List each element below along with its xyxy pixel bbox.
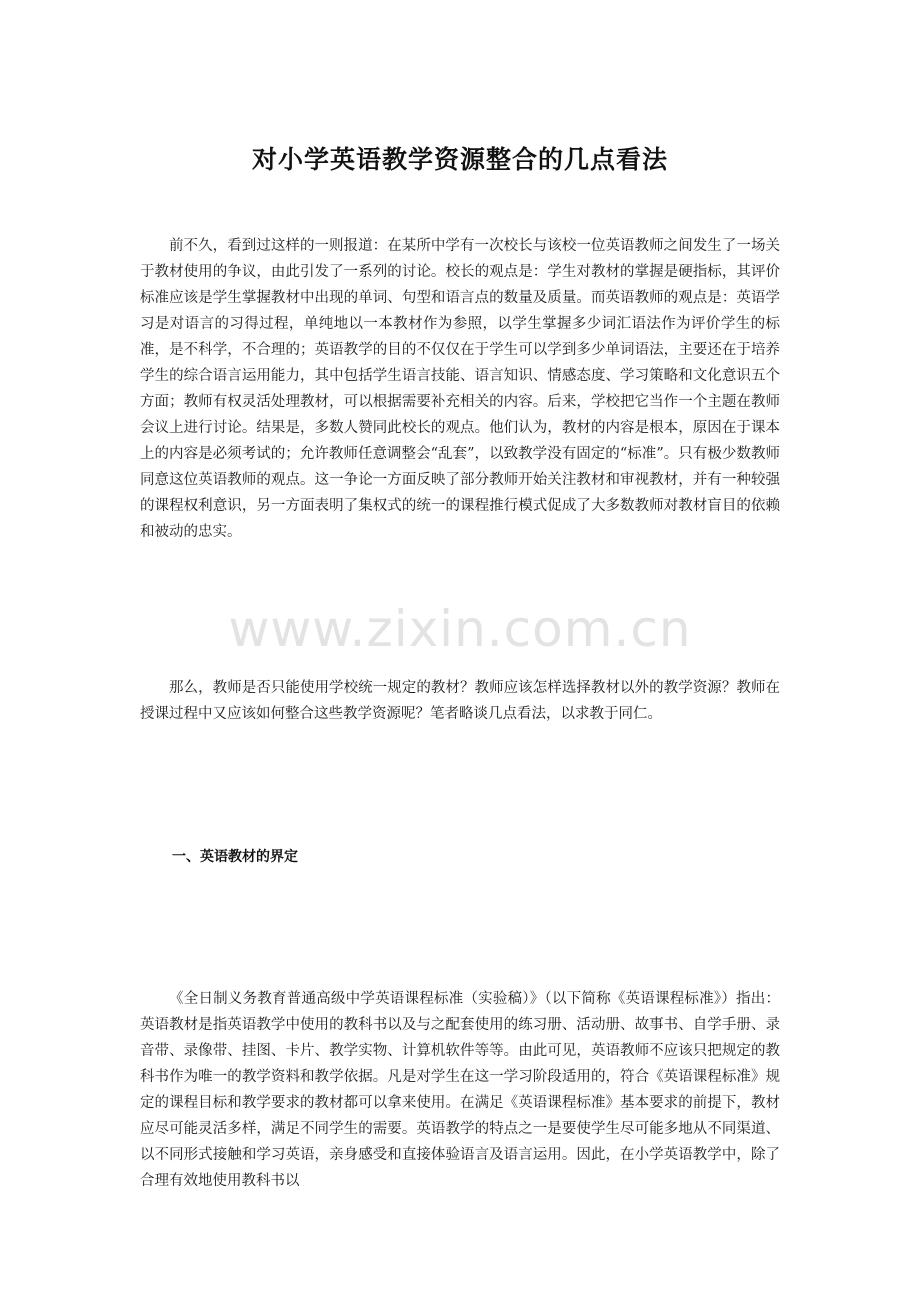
- paragraph-questions: 那么，教师是否只能使用学校统一规定的教材？教师应该怎样选择教材以外的教学资源？教师在授课过程中又应该如何整合这些教学资源呢？笔者略谈几点看法，以求教于同仁。: [140, 680, 780, 722]
- watermark: www.zixin.com.cn: [228, 600, 692, 658]
- paragraph-definition: 《全日制义务教育普通高级中学英语课程标准（实验稿）》（以下简称《英语课程标准》）指出：英语教材是指英语教学中使用的教科书以及与之配套使用的练习册、活动册、故事书、自学手册、录音带、录像带、挂图、卡片、教学实物、计算机软件等等。由此可见，英语教师不应该只把规定的教科书作为唯一的教学资料和教学依据。凡是对学生在这一学习阶段适用的，符合《英语课程标准》规定的课程目标和教学要求的教材都可以拿来使用。在满足《英语课程标准》基本要求的前提下，教材应尽可能灵活多样，满足不同学生的需要。英语教学的特点之一是要使学生尽可能多地从不同渠道、以不同形式接触和学习英语，亲身感受和直接体验语言及语言运用。因此，在小学英语教学中，除了合理有效地使用教科书以: [140, 991, 780, 1189]
- section-heading: 一、英语教材的界定: [172, 849, 298, 865]
- paragraph-intro: 前不久，看到过这样的一则报道：在某所中学有一次校长与该校一位英语教师之间发生了一场关于教材使用的争议，由此引发了一系列的讨论。校长的观点是：学生对教材的掌握是硬指标，其评价标准应该是学生掌握教材中出现的单词、句型和语言点的数量及质量。而英语教师的观点是：英语学习是对语言的习得过程，单纯地以一本教材作为参照，以学生掌握多少词汇语法作为评价学生的标准，是不科学，不合理的；英语教学的目的不仅仅在于学生可以学到多少单词语法，主要还在于培养学生的综合语言运用能力，其中包括学生语言技能、语言知识、情感态度、学习策略和文化意识五个方面；教师有权灵活处理教材，可以根据需要补充相关的内容。后来，学校把它当作一个主题在教师会议上进行讨论。结果是，多数人赞同此校长的观点。他们认为，教材的内容是根本，原因在于课本上的内容是必须考试的；允许教师任意调整会“乱套”，以致教学没有固定的“标准”。只有极少数教师同意这位英语教师的观点。这一争论一方面反映了部分教师开始关注教材和审视教材，并有一种较强的课程权利意识，另一方面表明了集权式的统一的课程推行模式促成了大多数教师对教材盲目的依赖和被动的忠实。: [140, 238, 780, 540]
- document-title: 对小学英语教学资源整合的几点看法: [251, 145, 668, 174]
